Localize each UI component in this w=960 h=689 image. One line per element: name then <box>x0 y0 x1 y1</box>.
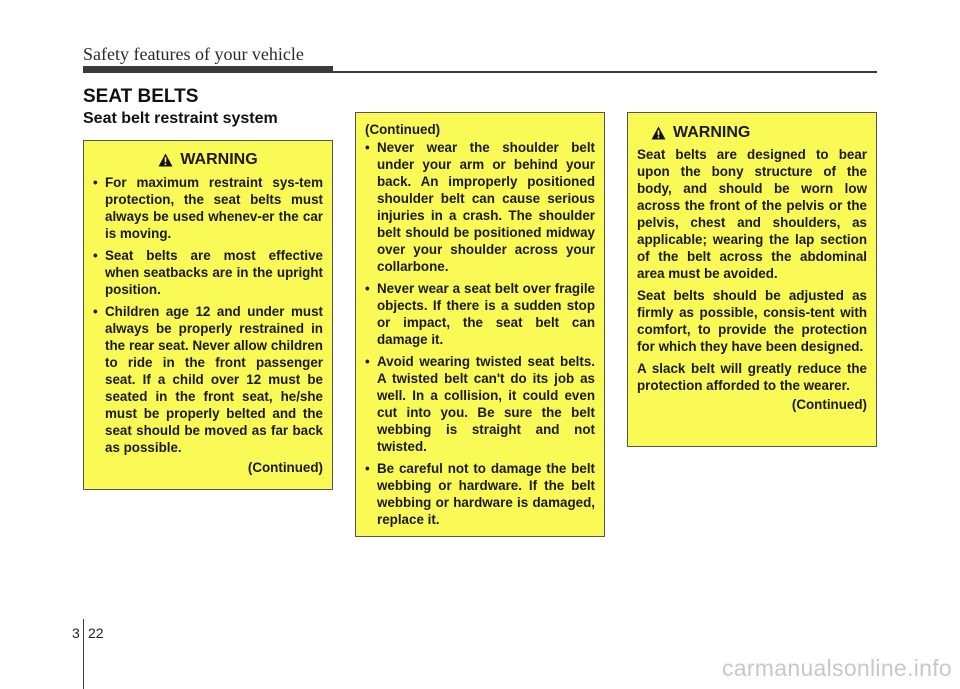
watermark: carmanualsonline.info <box>721 655 952 681</box>
continued-label-top: (Continued) <box>365 122 441 137</box>
list-item: • Children age 12 and under must always be properly restrained in the rear seat. Never allow children to ride in the front passenger seat. If a child over 12 must be seated in the front seat, he/she must be properly belted and the seat should be moved as far back as possible. <box>93 303 323 456</box>
page-number: 22 <box>88 625 104 641</box>
warning-heading-3 <box>637 124 867 141</box>
page-number-divider <box>83 619 84 689</box>
list-item: • Avoid wearing twisted seat belts. A twisted belt can't do its job as well. In a collision, it could even cut into you. Be sure the belt webbing is straight and not twisted. <box>365 353 595 455</box>
section-title: SEAT BELTS <box>83 86 199 107</box>
continued-label: (Continued) <box>791 397 867 412</box>
warning-triangle-icon <box>158 153 173 167</box>
warning-paragraph: A slack belt will greatly reduce the protection afforded to the wearer. <box>637 361 867 393</box>
warning-box-2 <box>355 112 605 537</box>
list-item: • Seat belts are most effective when seatbacks are in the upright position. <box>93 247 323 298</box>
warning-heading-text: WARNING <box>673 124 751 141</box>
warning-list-2 <box>365 139 595 528</box>
warning-triangle-icon <box>651 126 666 140</box>
header-rule-thin <box>83 71 877 73</box>
chapter-number: 3 <box>72 625 80 641</box>
warning-heading-1 <box>93 151 323 168</box>
list-item: • Be careful not to damage the belt webbing or hardware. If the belt webbing or hardware is damaged, replace it. <box>365 460 595 528</box>
list-item: • For maximum restraint sys-tem protection, the seat belts must always be used whenev-er the car is moving. <box>93 174 323 242</box>
warning-box-1 <box>83 140 333 490</box>
list-item: • Never wear the shoulder belt under your arm or behind your back. An improperly positioned shoulder belt can cause serious injuries in a crash. The shoulder belt should be positioned midway over your shoulder across your collarbone. <box>365 139 595 275</box>
section-subtitle: Seat belt restraint system <box>83 110 278 127</box>
page-header-title: Safety features of your vehicle <box>83 44 304 64</box>
list-item: • Never wear a seat belt over fragile objects. If there is a sudden stop or impact, the seat belt can damage it. <box>365 280 595 348</box>
warning-paragraph: Seat belts are designed to bear upon the bony structure of the body, and should be worn low across the front of the pelvis or the pelvis, chest and shoulders, as applicable; wearing the lap section of the belt across the abdominal area must be avoided. <box>637 147 867 281</box>
warning-list-1 <box>93 174 323 456</box>
warning-paragraph: Seat belts should be adjusted as firmly as possible, consis-tent with comfort, to provide the protection for which they have been designed. <box>637 288 867 354</box>
continued-label: (Continued) <box>247 460 323 475</box>
warning-box-3 <box>627 112 877 447</box>
warning-heading-text: WARNING <box>180 151 258 168</box>
